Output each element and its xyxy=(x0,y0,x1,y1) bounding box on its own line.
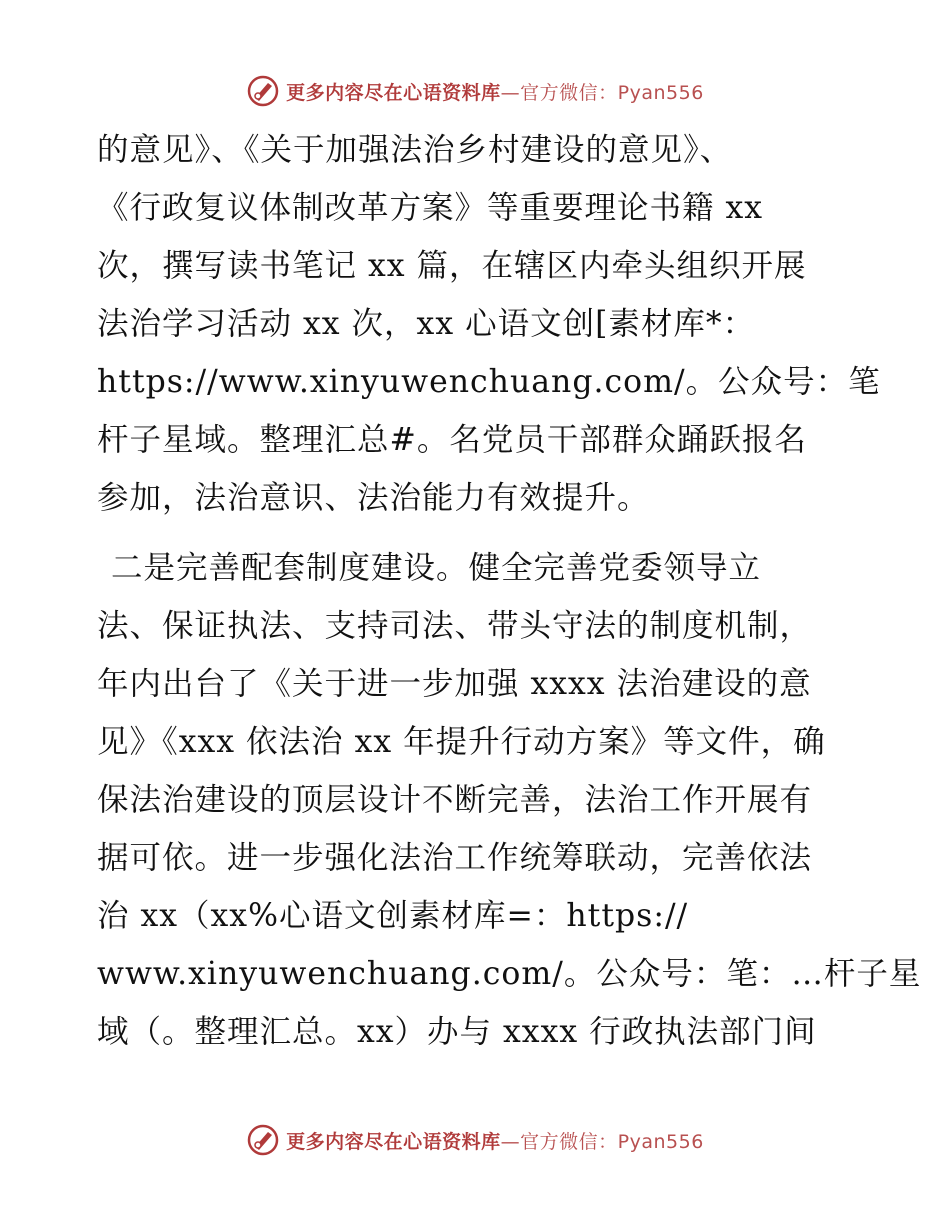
banner-text xyxy=(286,78,704,105)
body-line: 见》《xxx 依法治 xx 年提升行动方案》等文件，确 xyxy=(97,724,826,760)
pen-seal-icon xyxy=(246,74,280,108)
paragraph-start-line: 二是完善配套制度建设。健全完善党委领导立 xyxy=(111,550,762,586)
body-line: 年内出台了《关于进一步加强 xxxx 法治建设的意 xyxy=(97,666,812,702)
body-line: 据可依。进一步强化法治工作统筹联动，完善依法 xyxy=(97,840,813,876)
body-line: 次，撰写读书笔记 xx 篇，在辖区内牵头组织开展 xyxy=(97,248,807,284)
body-line: 法、保证执法、支持司法、带头守法的制度机制， xyxy=(97,608,813,644)
footer-banner xyxy=(0,1120,950,1160)
banner-wechat-text: —官方微信：Pyan556 xyxy=(500,81,704,104)
body-line: 参加，法治意识、法治能力有效提升。 xyxy=(97,480,650,516)
body-line: 治 xx（xx%心语文创素材库=：https:// xyxy=(97,898,689,934)
banner-main-text: 更多内容尽在心语资料库 xyxy=(286,81,501,104)
body-line: 杆子星域。整理汇总#。名党员干部群众踊跃报名 xyxy=(97,422,807,458)
document-body xyxy=(97,121,922,1061)
body-line: 的意见》、《关于加强法治乡村建设的意见》、 xyxy=(97,132,733,168)
banner-wechat-text: —官方微信：Pyan556 xyxy=(500,1130,704,1153)
body-line: 《行政复议体制改革方案》等重要理论书籍 xx xyxy=(97,190,764,226)
pen-seal-icon xyxy=(246,1123,280,1157)
body-line: 域（。整理汇总。xx）办与 xxxx 行政执法部门间 xyxy=(97,1014,817,1050)
body-line: https://www.xinyuwenchuang.com/。公众号：笔 xyxy=(97,364,881,400)
banner-main-text: 更多内容尽在心语资料库 xyxy=(286,1130,501,1153)
banner-text xyxy=(286,1127,704,1154)
body-line: 保法治建设的顶层设计不断完善，法治工作开展有 xyxy=(97,782,813,818)
header-banner xyxy=(0,71,950,111)
body-line: 法治学习活动 xx 次，xx 心语文创[素材库*： xyxy=(97,306,756,342)
body-line: www.xinyuwenchuang.com/。公众号：笔：…杆子星 xyxy=(97,956,922,992)
